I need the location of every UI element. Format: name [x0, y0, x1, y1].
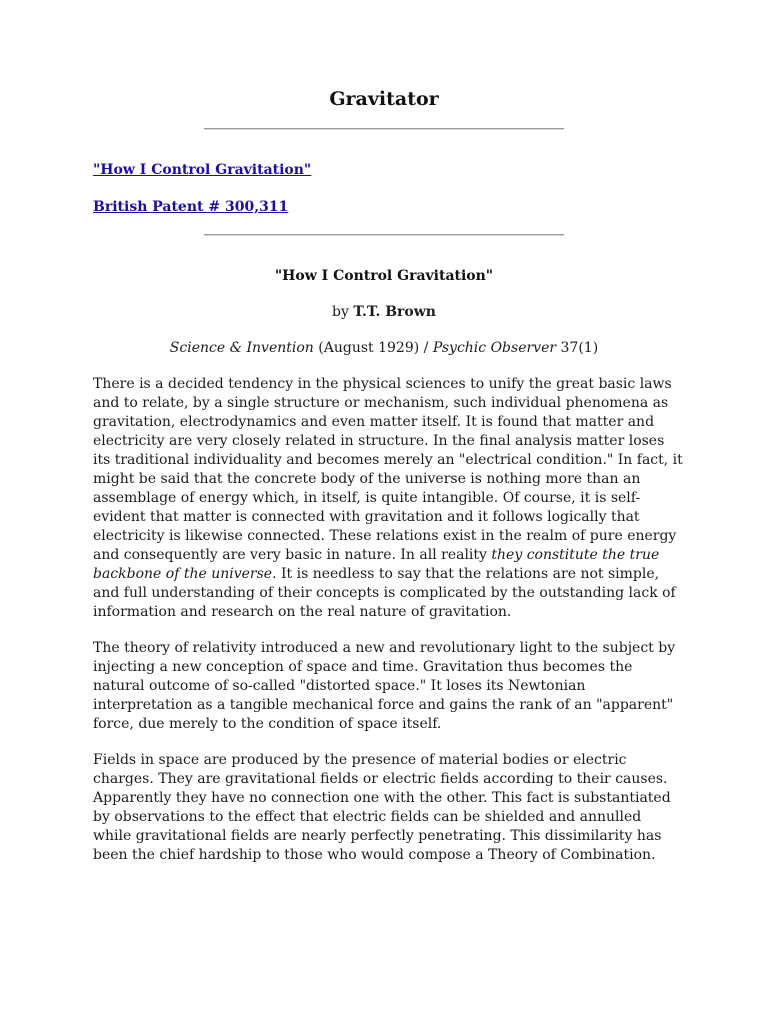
byline-prefix: by	[332, 304, 354, 320]
publication-name-secondary: Psychic Observer	[432, 340, 557, 356]
source-citation	[0, 340, 768, 356]
publication-name: Science & Invention	[169, 340, 314, 356]
publication-issue: 37(1)	[556, 340, 599, 356]
publication-date: (August 1929) /	[313, 340, 433, 356]
paragraph-1	[93, 375, 683, 622]
paragraph-3: Fields in space are produced by the presence of material bodies or electric charges. They are gravitational fields or electric fields according to their causes. Apparently they have no connection one with the other. This fact is substantiated by observations to the effect that electric fields can be shielded and annulled while gravitational fields are nearly perfectly penetrating. This dissimilarity has been the chief hardship to those who would compose a Theory of Combination.	[93, 752, 671, 863]
horizontal-rule-bottom	[204, 234, 564, 236]
page-title: Gravitator	[329, 88, 439, 110]
patent-link[interactable]: British Patent # 300,311	[93, 199, 289, 215]
paragraph-2: The theory of relativity introduced a new and revolutionary light to the subject by injecting a new conception of space and time. Gravitation thus becomes the natural outcome of so-called "distorted space." It loses its Newtonian interpretation as a tangible mechanical force and gains the rank of an "apparent" force, due merely to the condition of space itself.	[93, 640, 676, 732]
paragraph-1-text: There is a decided tendency in the physical sciences to unify the great basic laws and to relate, by a single structure or mechanism, such individual phenomena as gravitation, electrodynamics and even matter itself. It is found that matter and electricity are very closely related in structure. In the final analysis matter loses its traditional individuality and becomes merely an "electrical condition." In fact, it might be said that the concrete body of the universe is nothing more than an assemblage of energy which, in itself, is quite intangible. Of course, it is self-evident that matter is connected with gravitation and it follows logically that electricity is likewise connected. These relations exist in the realm of pure energy and consequently are very basic in nature. In all reality	[93, 376, 683, 563]
paragraph-1-text-end: . It is needless to say that the relations are not simple, and full understanding of their concepts is complicated by the outstanding lack of information and research on the real nature of gravitation.	[93, 566, 676, 620]
horizontal-rule-top	[204, 128, 564, 130]
paragraph-1-emphasis: they constitute the true backbone of the universe	[93, 547, 660, 582]
byline	[0, 304, 768, 320]
author-name: T.T. Brown	[353, 304, 436, 320]
article-link[interactable]: "How I Control Gravitation"	[93, 162, 312, 178]
article-title: "How I Control Gravitation"	[274, 268, 494, 284]
